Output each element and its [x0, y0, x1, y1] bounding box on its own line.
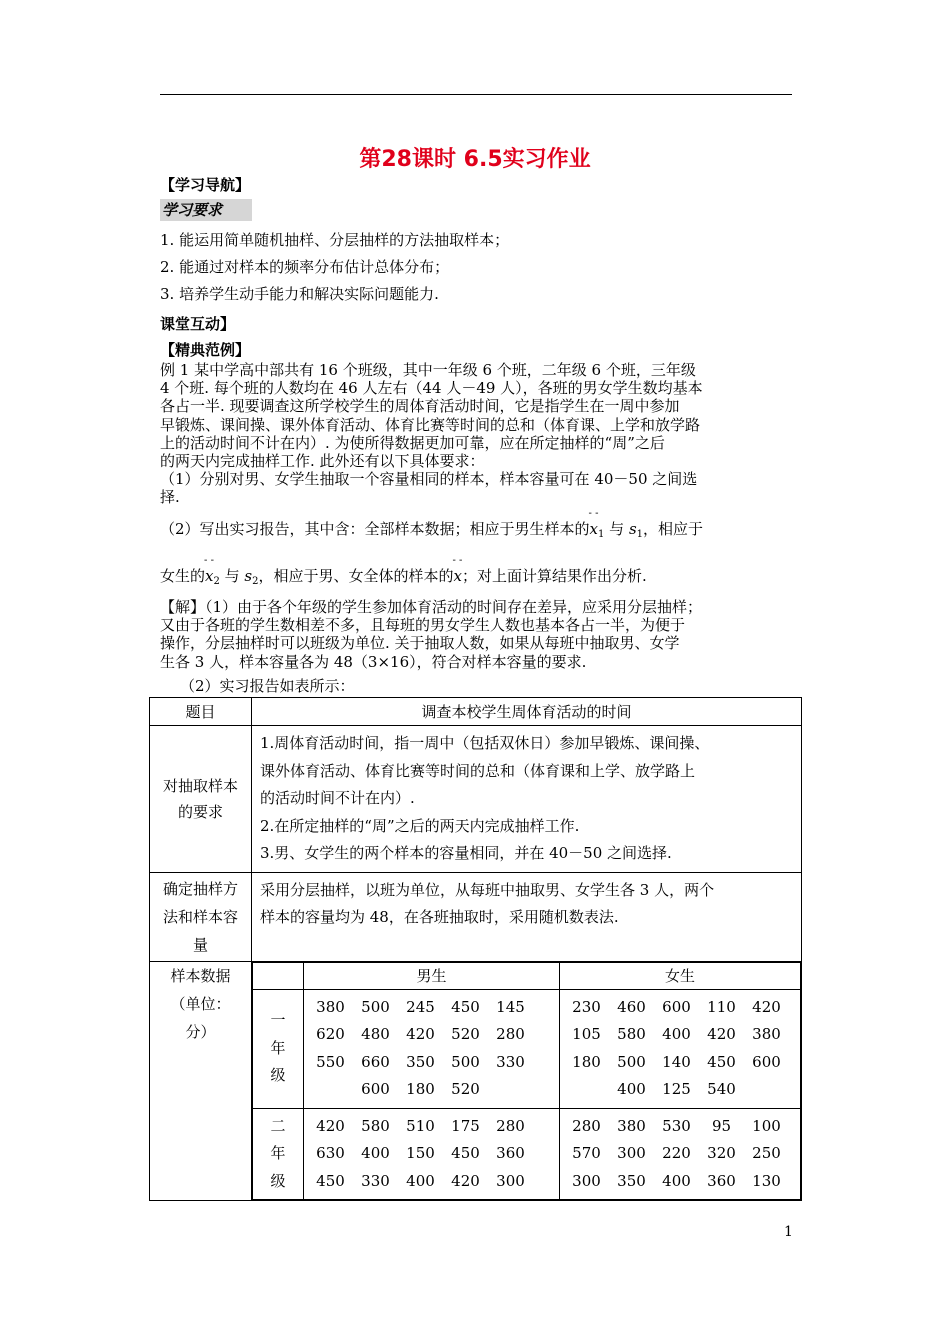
example-line: 早锻炼、课间操、课外体育活动、体育比赛等时间的总和（体育课、上学和放学路 — [160, 415, 701, 434]
sample-requirements — [252, 726, 802, 873]
example-line: 各占一半. 现要调查这所学校学生的周体育活动时间，它是指学生在一周中参加 — [160, 397, 680, 416]
text-line: 3.男、女学生的两个样本的容量相同，并在 40－50 之间选择. — [260, 844, 672, 862]
sample-data — [252, 961, 802, 1201]
grade-2-male: 420 580 510 175 280 630 400 150 450 360 450 330 400 420 300 — [304, 1108, 560, 1200]
male-header: 男生 — [304, 962, 560, 989]
solution-line: 生各 3 人，样本容量各为 48（3×16），符合对样本容量的要求. — [160, 652, 587, 671]
grade-2-female: 280 380 530 95 100 570 300 220 320 250 300 350 400 360 130 — [560, 1108, 801, 1200]
text-line: 2.在所定抽样的“周”之后的两天内完成抽样工作. — [260, 816, 580, 835]
report-intro: （2）实习报告如表所示： — [180, 677, 355, 695]
grade-2-label: 二年级 — [253, 1108, 304, 1200]
requirement-2: 2. 能通过对样本的频率分布估计总体分布； — [160, 258, 450, 276]
grade-1-label: 一年级 — [253, 989, 304, 1108]
solution — [160, 598, 792, 671]
text-line: 的活动时间不计在内）. — [260, 789, 415, 807]
solution-line: 【解】（1）由于各个年级的学生参加体育活动的时间存在差异，应采用分层抽样； — [160, 598, 703, 616]
grade-1-female: 230 460 600 110 420 105 580 400 420 380 180 500 140 450 600 400 125 540 — [560, 989, 801, 1108]
solution-line: 又由于各班的学生数相差不多，且每班的男女学生人数也基本各占一半，为便于 — [160, 616, 686, 635]
text-line: 课外体育活动、体育比赛等时间的总和（体育课和上学、放学路上 — [260, 761, 696, 780]
example-line: 的两天内完成抽样工作. 此外还有以下具体要求： — [160, 452, 485, 471]
example-line: 4 个班. 每个班的人数均在 46 人左右（44 人－49 人），各班的男女学生数均基本 — [160, 379, 703, 398]
section-nav: 【学习导航】 — [160, 176, 251, 194]
requirement-2-line-a: （2）写出实习报告，其中含：全部样本数据；相应于男生样本的- - $x_1$ 与 $s_1$，相应于 — [160, 518, 703, 540]
sample-requirements-label: 对抽取样本的要求 — [150, 726, 252, 873]
text-line: 采用分层抽样，以班为单位，从每班中抽取男、女学生各 3 人，两个 — [260, 880, 715, 899]
header-topic: 题目 — [150, 698, 252, 726]
report-table — [149, 697, 802, 1201]
requirement-1: 1. 能运用简单随机抽样、分层抽样的方法抽取样本； — [160, 231, 510, 249]
requirement-2-line-b: 女生的- - $x_2$ 与 $s_2$，相应于男、女全体的样本的- - x；对上面计算结果作出分析. — [160, 565, 647, 587]
female-header: 女生 — [560, 962, 801, 989]
text-line: 1.周体育活动时间，指一周中（包括双休日）参加早锻炼、课间操、 — [260, 734, 710, 752]
sample-data-label: 样本数据（单位：分） — [150, 961, 252, 1201]
solution-line: 操作，分层抽样时可以班级为单位. 关于抽取人数，如果从每班中抽取男、女学 — [160, 634, 680, 653]
page-number: 1 — [784, 1224, 793, 1240]
example-line: 例 1 某中学高中部共有 16 个班级，其中一年级 6 个班，二年级 6 个班，三年级 — [160, 361, 696, 379]
header-rule — [160, 94, 792, 95]
example-line: 择. — [160, 488, 180, 507]
examples-heading: 【精典范例】 — [160, 341, 251, 359]
example-1 — [160, 361, 792, 507]
page-title: 第28课时 6.5实习作业 — [359, 147, 591, 172]
requirement-3: 3. 培养学生动手能力和解决实际问题能力. — [160, 285, 439, 303]
header-topic-value: 调查本校学生周体育活动的时间 — [252, 698, 802, 726]
text-line: 样本的容量均为 48，在各班抽取时，采用随机数表法. — [260, 908, 619, 926]
sampling-method-label: 确定抽样方法和样本容量 — [150, 872, 252, 961]
sample-data-table — [252, 962, 801, 1201]
grade-1-male: 380 500 245 450 145 620 480 420 520 280 550 660 350 500 330 600 180 520 — [304, 989, 560, 1108]
sampling-method — [252, 872, 802, 961]
example-line: 上的活动时间不计在内）. 为使所得数据更加可靠，应在所定抽样的“周”之后 — [160, 433, 665, 452]
example-line: （1）分别对男、女学生抽取一个容量相同的样本，样本容量可在 40－50 之间选 — [160, 470, 698, 489]
req-heading: 学习要求 — [160, 199, 252, 221]
class-interaction-heading: 课堂互动】 — [160, 315, 236, 333]
